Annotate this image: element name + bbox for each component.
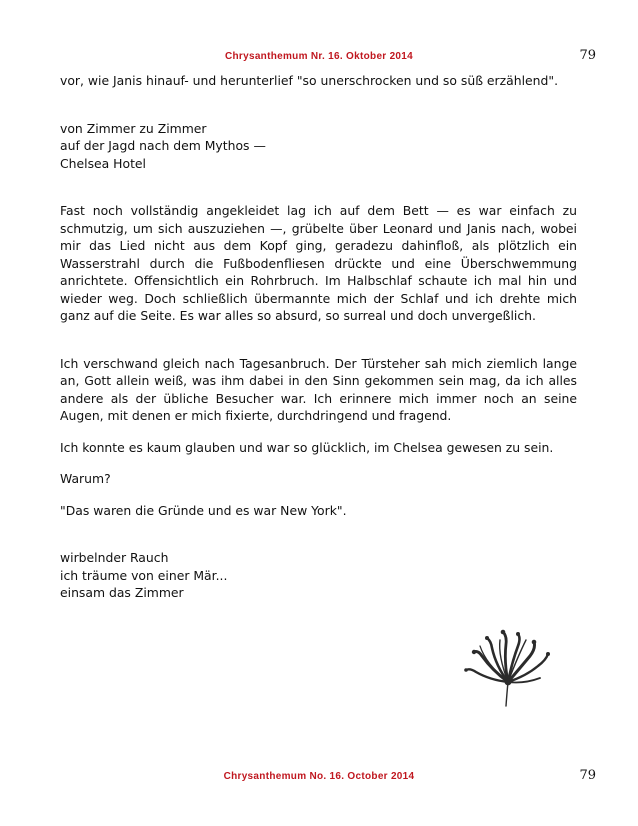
paragraph: Fast noch vollständig angekleidet lag ich auf dem Bett — es war einfach zu schmutzig, um sich auszuziehen —, grübelte über Leonard und Janis nach, wobei mir das Lied nicht aus dem Kopf ging, geradezu dahinfloß, als plötzlich ein Wasserstrahl durch die Fußbodenfliesen drückte und eine Überschwemmung anrichtete. Offensichtlich ein Rohrbruch. Im Halbschlaf schaute ich mal hin und wieder weg. Doch schließlich übermannte mich der Schlaf und ich drehte mich ganz auf die Seite. Es war alles so absurd, so surreal und doch unvergeßlich. — [60, 203, 577, 323]
poem-line: auf der Jagd nach dem Mythos — — [60, 138, 266, 153]
page-body — [60, 72, 577, 602]
paragraph: "Das waren die Gründe und es war New York". — [60, 502, 347, 518]
poem-line: wirbelnder Rauch — [60, 550, 169, 565]
paragraph: Ich verschwand gleich nach Tagesanbruch. Der Türsteher sah mich ziemlich lange an, Gott allein weiß, was ihm dabei in den Sinn gekommen sein mag, da ich alles andere als der übliche Besucher war. Ich erinnere mich immer noch an seine Augen, mit denen er mich fixierte, durchdringend und fragend. — [60, 355, 577, 423]
page-header — [0, 48, 638, 68]
chrysanthemum-flower-icon — [462, 626, 554, 708]
spacer — [60, 519, 577, 549]
page-footer — [0, 768, 638, 788]
spacer — [60, 325, 577, 355]
spacer — [60, 425, 577, 439]
running-title-footer: Chrysanthemum No. 16. October 2014 — [223, 771, 415, 782]
spacer — [60, 488, 577, 502]
poem-line: ich träume von einer Mär... — [60, 567, 228, 583]
poem-stanza-1 — [60, 120, 577, 173]
poem-line: Chelsea Hotel — [60, 155, 147, 171]
paragraph: Warum? — [60, 471, 111, 486]
intro-line: vor, wie Janis hinauf- und herunterlief "so unerschrocken und so süß erzählend". — [60, 73, 559, 88]
spacer — [60, 90, 577, 120]
poem-line: einsam das Zimmer — [60, 585, 184, 600]
page-number-footer: 79 — [579, 768, 596, 783]
poem-line: von Zimmer zu Zimmer — [60, 120, 207, 136]
running-title-header: Chrysanthemum Nr. 16. Oktober 2014 — [224, 51, 414, 62]
spacer — [60, 172, 577, 202]
paragraph: Ich konnte es kaum glauben und war so glücklich, im Chelsea gewesen zu sein. — [60, 439, 554, 455]
page-number-header: 79 — [579, 48, 596, 63]
poem-stanza-2 — [60, 549, 577, 602]
spacer — [60, 456, 577, 470]
